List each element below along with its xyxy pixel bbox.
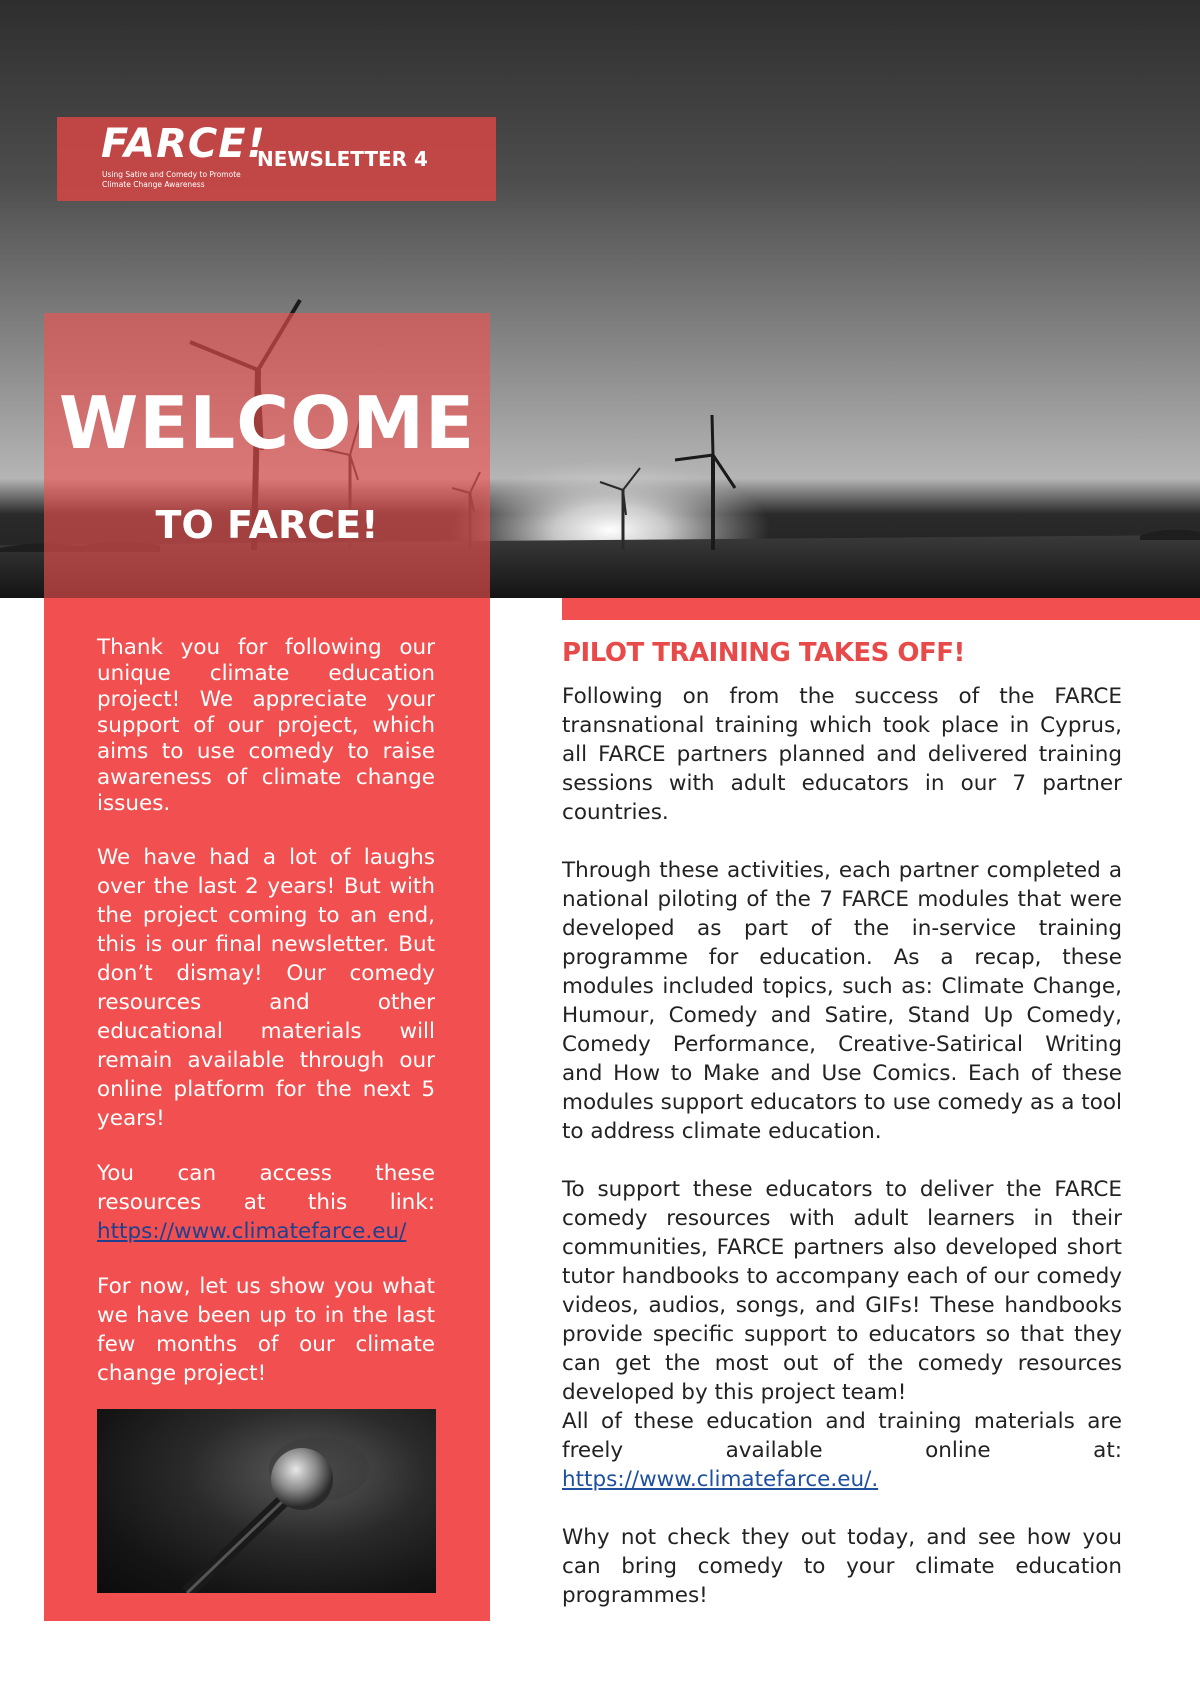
welcome-panel <box>44 313 490 1621</box>
intro-link-label: You can access these resources at this link: <box>97 1161 435 1215</box>
intro-paragraph-3 <box>97 1159 435 1246</box>
climatefarce-link[interactable]: https://www.climatefarce.eu/ <box>97 1219 407 1244</box>
intro-paragraph-2: We have had a lot of laughs over the last 2 years! But with the project coming to an end, this is our final newsletter. But don’t dismay! Our comedy resources and other educational materials will remain available through our online platform for the next 5 years! <box>97 845 435 1131</box>
microphone-icon <box>97 1409 436 1593</box>
article-paragraph-2: Through these activities, each partner completed a national piloting of the 7 FARCE modules that were developed as part of the in-service training programme for education. As a recap, these modules included topics, such as: Climate Change, Humour, Comedy and Satire, Stand Up Comedy, Comedy Performance, Creative-Satirical Writing and How to Make and Use Comics. Each of these modules support educators to use comedy as a tool to address climate education. <box>562 858 1122 1144</box>
article-paragraph-1: Following on from the success of the FARCE transnational training which took place in Cyprus, all FARCE partners planned and delivered training sessions with adult educators in our 7 partner countries. <box>562 684 1122 825</box>
intro-text <box>97 635 435 1414</box>
tree-line-right <box>1140 530 1200 540</box>
newsletter-number: NEWSLETTER 4 <box>257 147 428 171</box>
logo-tagline: Using Satire and Comedy to Promote Climate Change Awareness <box>102 170 241 189</box>
article-title: PILOT TRAINING TAKES OFF! <box>562 638 965 668</box>
article-link-label: All of these education and training materials are freely available online at: <box>562 1409 1122 1463</box>
welcome-heading: WELCOME <box>58 381 476 465</box>
microphone-photo <box>97 1409 436 1593</box>
article-paragraph-5: Why not check they out today, and see how you can bring comedy to your climate education programmes! <box>562 1525 1122 1608</box>
intro-paragraph-1: Thank you for following our unique climate education project! We appreciate your support of our project, which aims to use comedy to raise awareness of climate change issues. <box>97 635 435 816</box>
newsletter-header-box <box>57 117 496 201</box>
climatefarce-article-link[interactable]: https://www.climatefarce.eu/. <box>562 1467 879 1492</box>
article <box>562 638 1122 1639</box>
welcome-subheading: TO FARCE! <box>155 503 379 547</box>
article-paragraph-3: To support these educators to deliver the FARCE comedy resources with adult learners in their communities, FARCE partners also developed short tutor handbooks to accompany each of our comedy videos, audios, songs, and GIFs! These handbooks provide specific support to educators so that they can get the most out of the comedy resources developed by this project team! <box>562 1177 1122 1405</box>
farce-logo: FARCE! <box>101 121 266 167</box>
article-paragraph-4 <box>562 1407 1122 1494</box>
intro-paragraph-4: For now, let us show you what we have been up to in the last few months of our climate change project! <box>97 1274 435 1386</box>
section-accent-bar <box>562 598 1200 620</box>
